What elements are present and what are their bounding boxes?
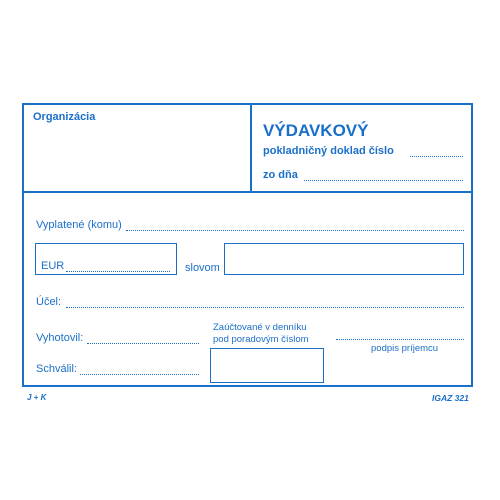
form-code: IGAZ 321 — [432, 393, 469, 403]
paid-to-label: Vyplatené (komu) — [36, 219, 122, 231]
ledger-note-line1: Zaúčtované v denníku — [213, 322, 307, 333]
paid-to-field[interactable] — [126, 230, 464, 231]
amount-field[interactable] — [66, 271, 170, 272]
publisher-mark: J + K — [27, 393, 47, 402]
recipient-signature-field[interactable] — [336, 339, 464, 340]
date-label: zo dňa — [263, 169, 298, 181]
document-number-field[interactable] — [410, 156, 463, 157]
purpose-field[interactable] — [66, 307, 464, 308]
amount-in-words-box[interactable] — [224, 243, 464, 275]
purpose-label: Účel: — [36, 296, 62, 308]
header-column-divider — [250, 103, 252, 192]
document-number-label: pokladničný doklad číslo — [263, 145, 394, 157]
organization-label: Organizácia — [33, 111, 96, 123]
approved-by-label: Schválil: — [36, 363, 77, 375]
date-field[interactable] — [304, 180, 463, 181]
approved-by-field[interactable] — [80, 374, 199, 375]
in-words-label: slovom — [185, 262, 220, 274]
ledger-note-line2: pod poradovým číslom — [213, 334, 309, 345]
header-divider — [22, 191, 473, 193]
prepared-by-field[interactable] — [87, 343, 199, 344]
prepared-by-label: Vyhotovil: — [36, 332, 84, 344]
currency-label: EUR — [41, 260, 65, 272]
ledger-number-box[interactable] — [210, 348, 324, 383]
voucher-title: VÝDAVKOVÝ — [263, 121, 369, 140]
recipient-signature-label: podpis príjemcu — [371, 343, 439, 354]
